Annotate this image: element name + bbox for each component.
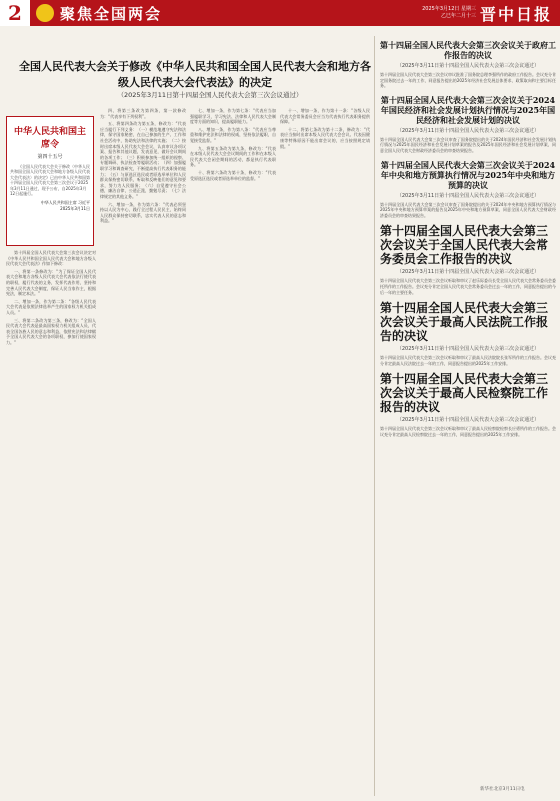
resolution-text: 第十四届全国人民代表大会第三次会议审议批准了国务院总理李强所作的政府工作报告。会议充分肯定国务院过去一年的工作，同意报告提出的2025年经济社会发展总体要求、政策取向和主要目标任务。 (380, 72, 556, 89)
resolution-text: 第十四届全国人民代表大会第三次会议审查了国务院提出的关于2024年国民经济和社会发展计划执行情况与2025年国民经济和社会发展计划草案的报告及2025年国民经济和社会发展计划草案，同意全国人民代表大会财政经济委员会的审查结果报告。 (380, 136, 556, 153)
order-title: 中华人民共和国主席令 (13, 127, 86, 150)
resolution-1 (380, 40, 556, 89)
article-paragraph: 五、将第四条改为第五条，修改为：“代表应当履行下列义务：（一）模范地遵守宪法和法律，保守国家秘密，在自己参加的生产、工作和社会活动中，协助宪法和法律的实施；（二）按时出席本级人民代表大会会议，认真审议各项议案、报告和其他议题，发表意见，做好会议期间的各项工作；（三）积极参加统一组织的视察、专题调研、执法检查等履职活动；（四）加强履职学习和调查研究，不断提高执行代表职务的能力；（五）与原选区选民或者原选举单位和人民群众保持密切联系，听取和反映他们的意见和要求，努力为人民服务；（六）自觉遵守社会公德，廉洁自律，公道正派，勤勉尽责；（七）法律规定的其他义务。” (100, 121, 186, 199)
article-paragraph: 七、增加一条，作为第七条：“代表应当加强履职学习，学习宪法、法律和人民代表大会制度等方面的知识，提高履职能力。” (190, 108, 276, 125)
resolution-5 (380, 301, 556, 366)
resolution-title: 第十四届全国人民代表大会第三次会议关于2024年中央和地方预算执行情况与2025年中央和地方预算的决议 (380, 159, 556, 190)
resolution-body (380, 355, 556, 366)
presidential-order-box (6, 116, 94, 246)
resolution-text: 第十四届全国人民代表大会第三次会议审查了国务院提出的关于2024年中央和地方预算执行情况与2025年中央和地方预算草案的报告及2025年中央和地方预算草案，同意全国人民代表大会财政经济委员会的审查结果报告。 (380, 201, 556, 218)
dateline (422, 6, 480, 20)
resolution-subtitle: （2025年3月11日第十四届全国人民代表大会第三次会议通过） (396, 63, 540, 69)
resolution-subtitle: （2025年3月11日第十四届全国人民代表大会第三次会议通过） (396, 417, 540, 424)
article-paragraph: 九、将第五条改为第九条，修改为：“代表在本级人民代表大会会议期间的工作和在本级人民代表大会闭会期间的活动，都是执行代表职务。” (190, 145, 276, 168)
resolution-text: 第十四届全国人民代表大会第三次会议听取和审议了赵乐际委员长受全国人民代表大会常务委员会委托所作的工作报告。会议充分肯定全国人民代表大会常务委员会过去一年的工作，同意报告提出的今后一年的主要任务。 (380, 278, 556, 295)
article-column-3 (190, 108, 276, 796)
resolution-subtitle: （2025年3月11日第十四届全国人民代表大会第三次会议通过） (396, 127, 540, 134)
resolution-4 (380, 224, 556, 295)
date-line-1: 2025年3月12日 星期三 (422, 6, 476, 12)
main-headline: 全国人民代表大会关于修改《中华人民共和国全国人民代表大会和地方各级人民代表大会代表法》的决定 (19, 60, 371, 89)
order-signature: 中华人民共和国主席 习近平 (40, 200, 90, 206)
date-line-2: 乙巳年二月十三 (440, 13, 476, 19)
article-paragraph: 十一、增加一条，作为第十一条：“各级人民代表大会常务委员会应当为代表执行代表职务提供保障。” (280, 108, 370, 125)
column-divider (374, 36, 375, 796)
resolution-subtitle: （2025年3月11日第十四届全国人民代表大会第三次会议通过） (396, 192, 540, 199)
order-date: 2025年3月11日 (60, 206, 90, 212)
article-column-1 (6, 250, 96, 796)
resolution-title: 第十四届全国人民代表大会第三次会议关于最高人民法院工作报告的决议 (380, 301, 549, 344)
resolution-body (380, 278, 556, 295)
resolution-6 (380, 372, 556, 437)
order-body: 《全国人民代表大会关于修改〈中华人民共和国全国人民代表大会和地方各级人民代表大会代表法〉的决定》已由中华人民共和国第十四届全国人民代表大会第三次会议于2025年3月11日通过，现予公布，自2025年3月12日起施行。 (10, 164, 90, 197)
page-number: 2 (0, 0, 30, 26)
resolution-subtitle: （2025年3月11日第十四届全国人民代表大会第三次会议通过） (396, 269, 540, 276)
resolution-body (380, 202, 556, 219)
resolution-text: 第十四届全国人民代表大会第三次会议听取和审议了最高人民检察院检察长应勇所作的工作报告。会议充分肯定最高人民检察院过去一年的工作，同意报告提出的2025年工作安排。 (380, 426, 556, 437)
resolution-title: 第十四届全国人民代表大会第三次会议关于政府工作报告的决议 (380, 40, 556, 60)
resolutions-column (380, 40, 556, 444)
resolution-body (380, 72, 556, 89)
masthead (0, 0, 560, 26)
resolution-subtitle: （2025年3月11日第十四届全国人民代表大会第三次会议通过） (396, 346, 540, 353)
section-title: 聚焦全国两会 (60, 4, 163, 23)
paper-logo: 晋中日报 (479, 4, 552, 24)
article-column-4 (280, 108, 370, 796)
article-paragraph: 十二、将第七条改为第十二条，修改为：“代表应当按时出席本级人民代表大会会议。代表因健康等特殊原因不能出席会议的，应当按照规定请假。” (280, 126, 370, 149)
resolution-body (380, 426, 556, 437)
article-paragraph: 四、将第三条改为第四条，第一款修改为：“代表享有下列权利”。 (100, 108, 186, 119)
order-number: 第四十五号 (37, 154, 63, 160)
article-paragraph: 八、增加一条，作为第八条：“代表应当尊重和维护宪法和法律的权威，坚持依法履职，自觉接受监督。” (190, 126, 276, 143)
article-paragraph: 第十四届全国人民代表大会第三次会议决定对《中华人民共和国全国人民代表大会和地方各级人民代表大会代表法》作如下修改： (6, 250, 96, 267)
article-paragraph: 一、将第一条修改为：“为了保证全国人民代表大会和地方各级人民代表大会代表依法行使代表的职权，履行代表的义务，发挥代表作用，坚持和完善人民代表大会制度，保证人民当家作主，根据宪法，制定本法。” (6, 268, 96, 297)
resolution-body (380, 137, 556, 154)
resolution-2 (380, 95, 556, 154)
article-column-2 (100, 108, 186, 796)
main-subhead: （2025年3月11日第十四届全国人民代表大会第三次会议通过） (117, 91, 303, 99)
national-emblem-icon (36, 4, 54, 22)
article-paragraph: 六、增加一条，作为第六条：“代表必须坚持以人民为中心，践行全过程人民民主，始终同人民群众保持密切联系，忠实代表人民的意志和利益。” (100, 201, 186, 224)
resolution-title: 第十四届全国人民代表大会第三次会议关于2024年国民经济和社会发展计划执行情况与2025年国民经济和社会发展计划的决议 (380, 94, 556, 125)
resolution-text: 第十四届全国人民代表大会第三次会议听取和审议了最高人民法院院长张军所作的工作报告。会议充分肯定最高人民法院过去一年的工作，同意报告提出的2025年工作安排。 (380, 355, 556, 366)
resolution-title: 第十四届全国人民代表大会第三次会议关于全国人民代表大会常务委员会工作报告的决议 (380, 224, 549, 267)
article-paragraph: 十、将第六条改为第十条，修改为：“代表受原选区选民或者原选举单位的监督。” (190, 169, 276, 181)
footer-credit: 新华社北京3月11日电 (480, 787, 525, 792)
resolution-3 (380, 160, 556, 219)
resolution-title: 第十四届全国人民代表大会第三次会议关于最高人民检察院工作报告的决议 (380, 372, 549, 415)
article-paragraph: 三、将第二条改为第三条，修改为：“全国人民代表大会代表是最高国家权力机关组成人员，代表全国各族人民的意志和利益，依照宪法和法律赋予全国人民代表大会的各项职权，参加行使国家权力。” (6, 317, 96, 345)
article-paragraph: 二、增加一条，作为第二条：“各级人民代表大会代表是依照法律选举产生的国家权力机关组成人员。” (6, 298, 96, 315)
